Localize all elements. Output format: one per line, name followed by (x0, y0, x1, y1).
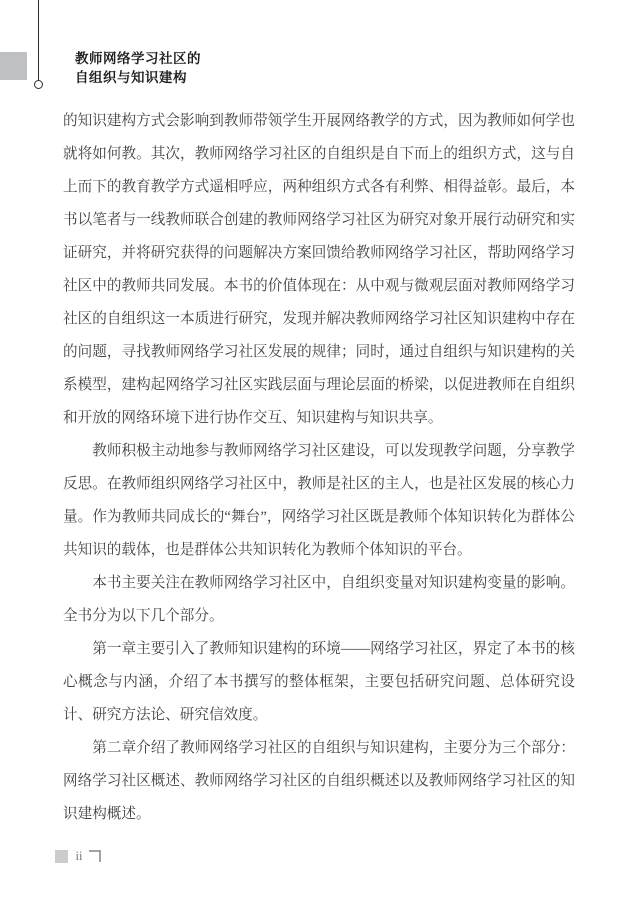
paragraph: 的知识建构方式会影响到教师带领学生开展网络教学的方式，因为教师如何学也就将如何教。其次，教师网络学习社区的自组织是自下而上的组织方式，这与自上而下的教育教学方式遥相呼应，两种组织方式各有利弊、相得益彰。最后，本书以笔者与一线教师联合创建的教师网络学习社区为研究对象开展行动研究和实证研究，并将研究获得的问题解决方案回馈给教师网络学习社区，帮助网络学习社区中的教师共同发展。本书的价值体现在：从中观与微观层面对教师网络学习社区的自组织这一本质进行研究，发现并解决教师网络学习社区知识建构中存在的问题，寻找教师网络学习社区发展的规律；同时，通过自组织与知识建构的关系模型，建构起网络学习社区实践层面与理论层面的桥梁，以促进教师在自组织和开放的网络环境下进行协作交互、知识建构与知识共享。 (63, 113, 575, 426)
page-body-text (63, 105, 575, 831)
corner-bracket-mark-icon (89, 850, 101, 862)
footer-gray-square-decoration (55, 850, 68, 863)
book-title-line-2: 自组织与知识建构 (75, 70, 187, 85)
paragraph: 第二章介绍了教师网络学习社区的自组织与知识建构，主要分为三个部分：网络学习社区概述、教师网络学习社区的自组织概述以及教师网络学习社区的知识建构概述。 (63, 740, 575, 822)
header-gray-block-decoration (0, 52, 27, 80)
running-header (75, 49, 201, 87)
footer (0, 848, 638, 868)
header-rule-line (38, 0, 39, 80)
book-title-line-1: 教师网络学习社区的 (75, 51, 201, 66)
paragraph: 本书主要关注在教师网络学习社区中，自组织变量对知识建构变量的影响。全书分为以下几个部分。 (63, 575, 575, 624)
page-number: ii (75, 849, 83, 863)
paragraph: 第一章主要引入了教师知识建构的环境——网络学习社区，界定了本书的核心概念与内涵，介绍了本书撰写的整体框架，主要包括研究问题、总体研究设计、研究方法论、研究信效度。 (63, 641, 575, 723)
circle-end-icon (34, 80, 43, 89)
paragraph: 教师积极主动地参与教师网络学习社区建设，可以发现教学问题，分享教学反思。在教师组织网络学习社区中，教师是社区的主人，也是社区发展的核心力量。作为教师共同成长的“舞台”，网络学习社区既是教师个体知识转化为群体公共知识的载体，也是群体公共知识转化为教师个体知识的平台。 (63, 443, 575, 558)
